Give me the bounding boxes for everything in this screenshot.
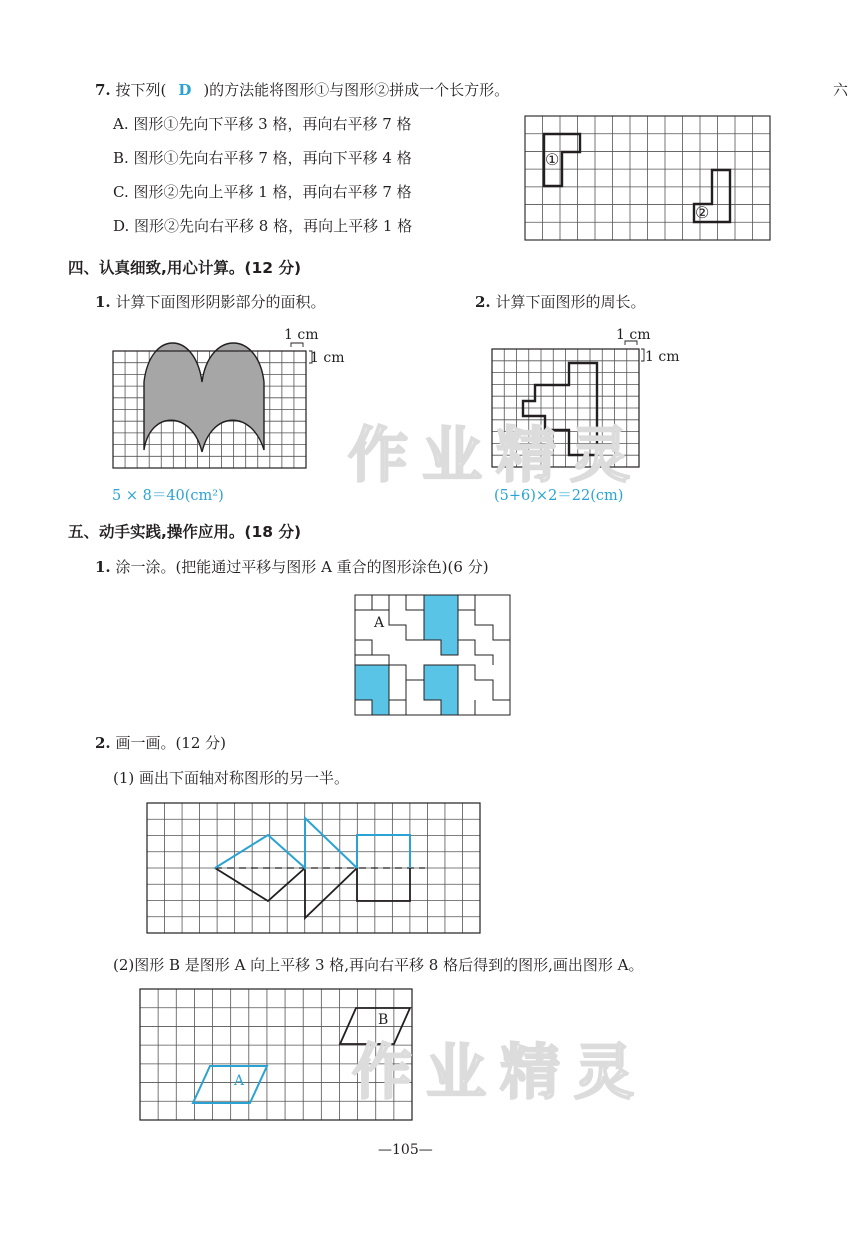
perimeter-answer: (5+6)×2＝22(cm) [494,488,624,504]
section-5-title: 五、动手实践,操作应用。(18 分) [68,523,302,541]
translation-subquestion: (2)图形 B 是图形 A 向上平移 3 格,再向右平移 8 格后得到的图形,画出图形 A。 [113,956,644,974]
q7-option-b: B. 图形①先向右平移 7 格，再向下平移 4 格 [113,149,412,167]
label-a: A [234,1073,245,1089]
tile-colored-3 [424,665,458,715]
area-question-number: 1. [95,293,111,311]
section-4-title: 四、认真细致,用心计算。(12 分) [68,259,302,277]
coloring-question-text: 涂一涂。(把能通过平移与图形 A 重合的图形涂色)(6 分) [115,558,489,576]
q7-label-2: ② [695,203,710,222]
perimeter-question-number: 2. [475,293,491,311]
q7-option-c: C. 图形②先向上平移 1 格，再向右平移 7 格 [113,183,412,201]
perimeter-unit-h: 1 cm [616,327,651,343]
watermark-1: 作业精灵 [348,421,644,491]
q7-label-1: ① [545,150,560,169]
watermark-2: 作业精灵 [352,1038,648,1108]
symmetry-given-half [215,868,357,918]
q7-suffix: )的方法能将图形①与图形②拼成一个长方形。 [203,81,510,99]
perimeter-unit-v: 1 cm [645,349,680,365]
q7-option-a: A. 图形①先向下平移 3 格，再向右平移 7 格 [113,115,412,133]
shape-a [193,1066,267,1103]
drawing-question-number: 2. [95,734,111,752]
perimeter-question [475,292,645,312]
area-unit-v: 1 cm [310,350,345,366]
area-answer: 5 × 8＝40(cm²) [112,488,224,504]
perimeter-question-text: 计算下面图形的周长。 [495,293,646,311]
q7-prefix: 按下列( [115,81,167,99]
q7-number: 7. [95,81,111,99]
tile-colored-1 [424,595,458,655]
tile-colored-2 [355,665,389,715]
page-number: —105— [378,1142,433,1158]
perimeter-unit-bracket-v [641,349,644,361]
drawing-question [95,733,226,753]
symmetry-subquestion: (1) 画出下面轴对称图形的另一半。 [113,769,350,787]
symmetry-drawn-half [215,818,357,868]
area-unit-h: 1 cm [284,327,319,343]
coloring-question-number: 1. [95,558,111,576]
area-question [95,292,325,312]
tessellation-label-a: A [374,615,385,631]
q7-option-d: D. 图形②先向右平移 8 格，再向上平移 1 格 [113,217,413,235]
edge-label: 六 [833,81,848,99]
area-question-text: 计算下面图形阴影部分的面积。 [115,293,326,311]
coloring-question [95,557,489,577]
q7-answer: D [178,81,192,99]
drawing-question-text: 画一画。(12 分) [115,734,227,752]
label-b: B [378,1012,389,1028]
